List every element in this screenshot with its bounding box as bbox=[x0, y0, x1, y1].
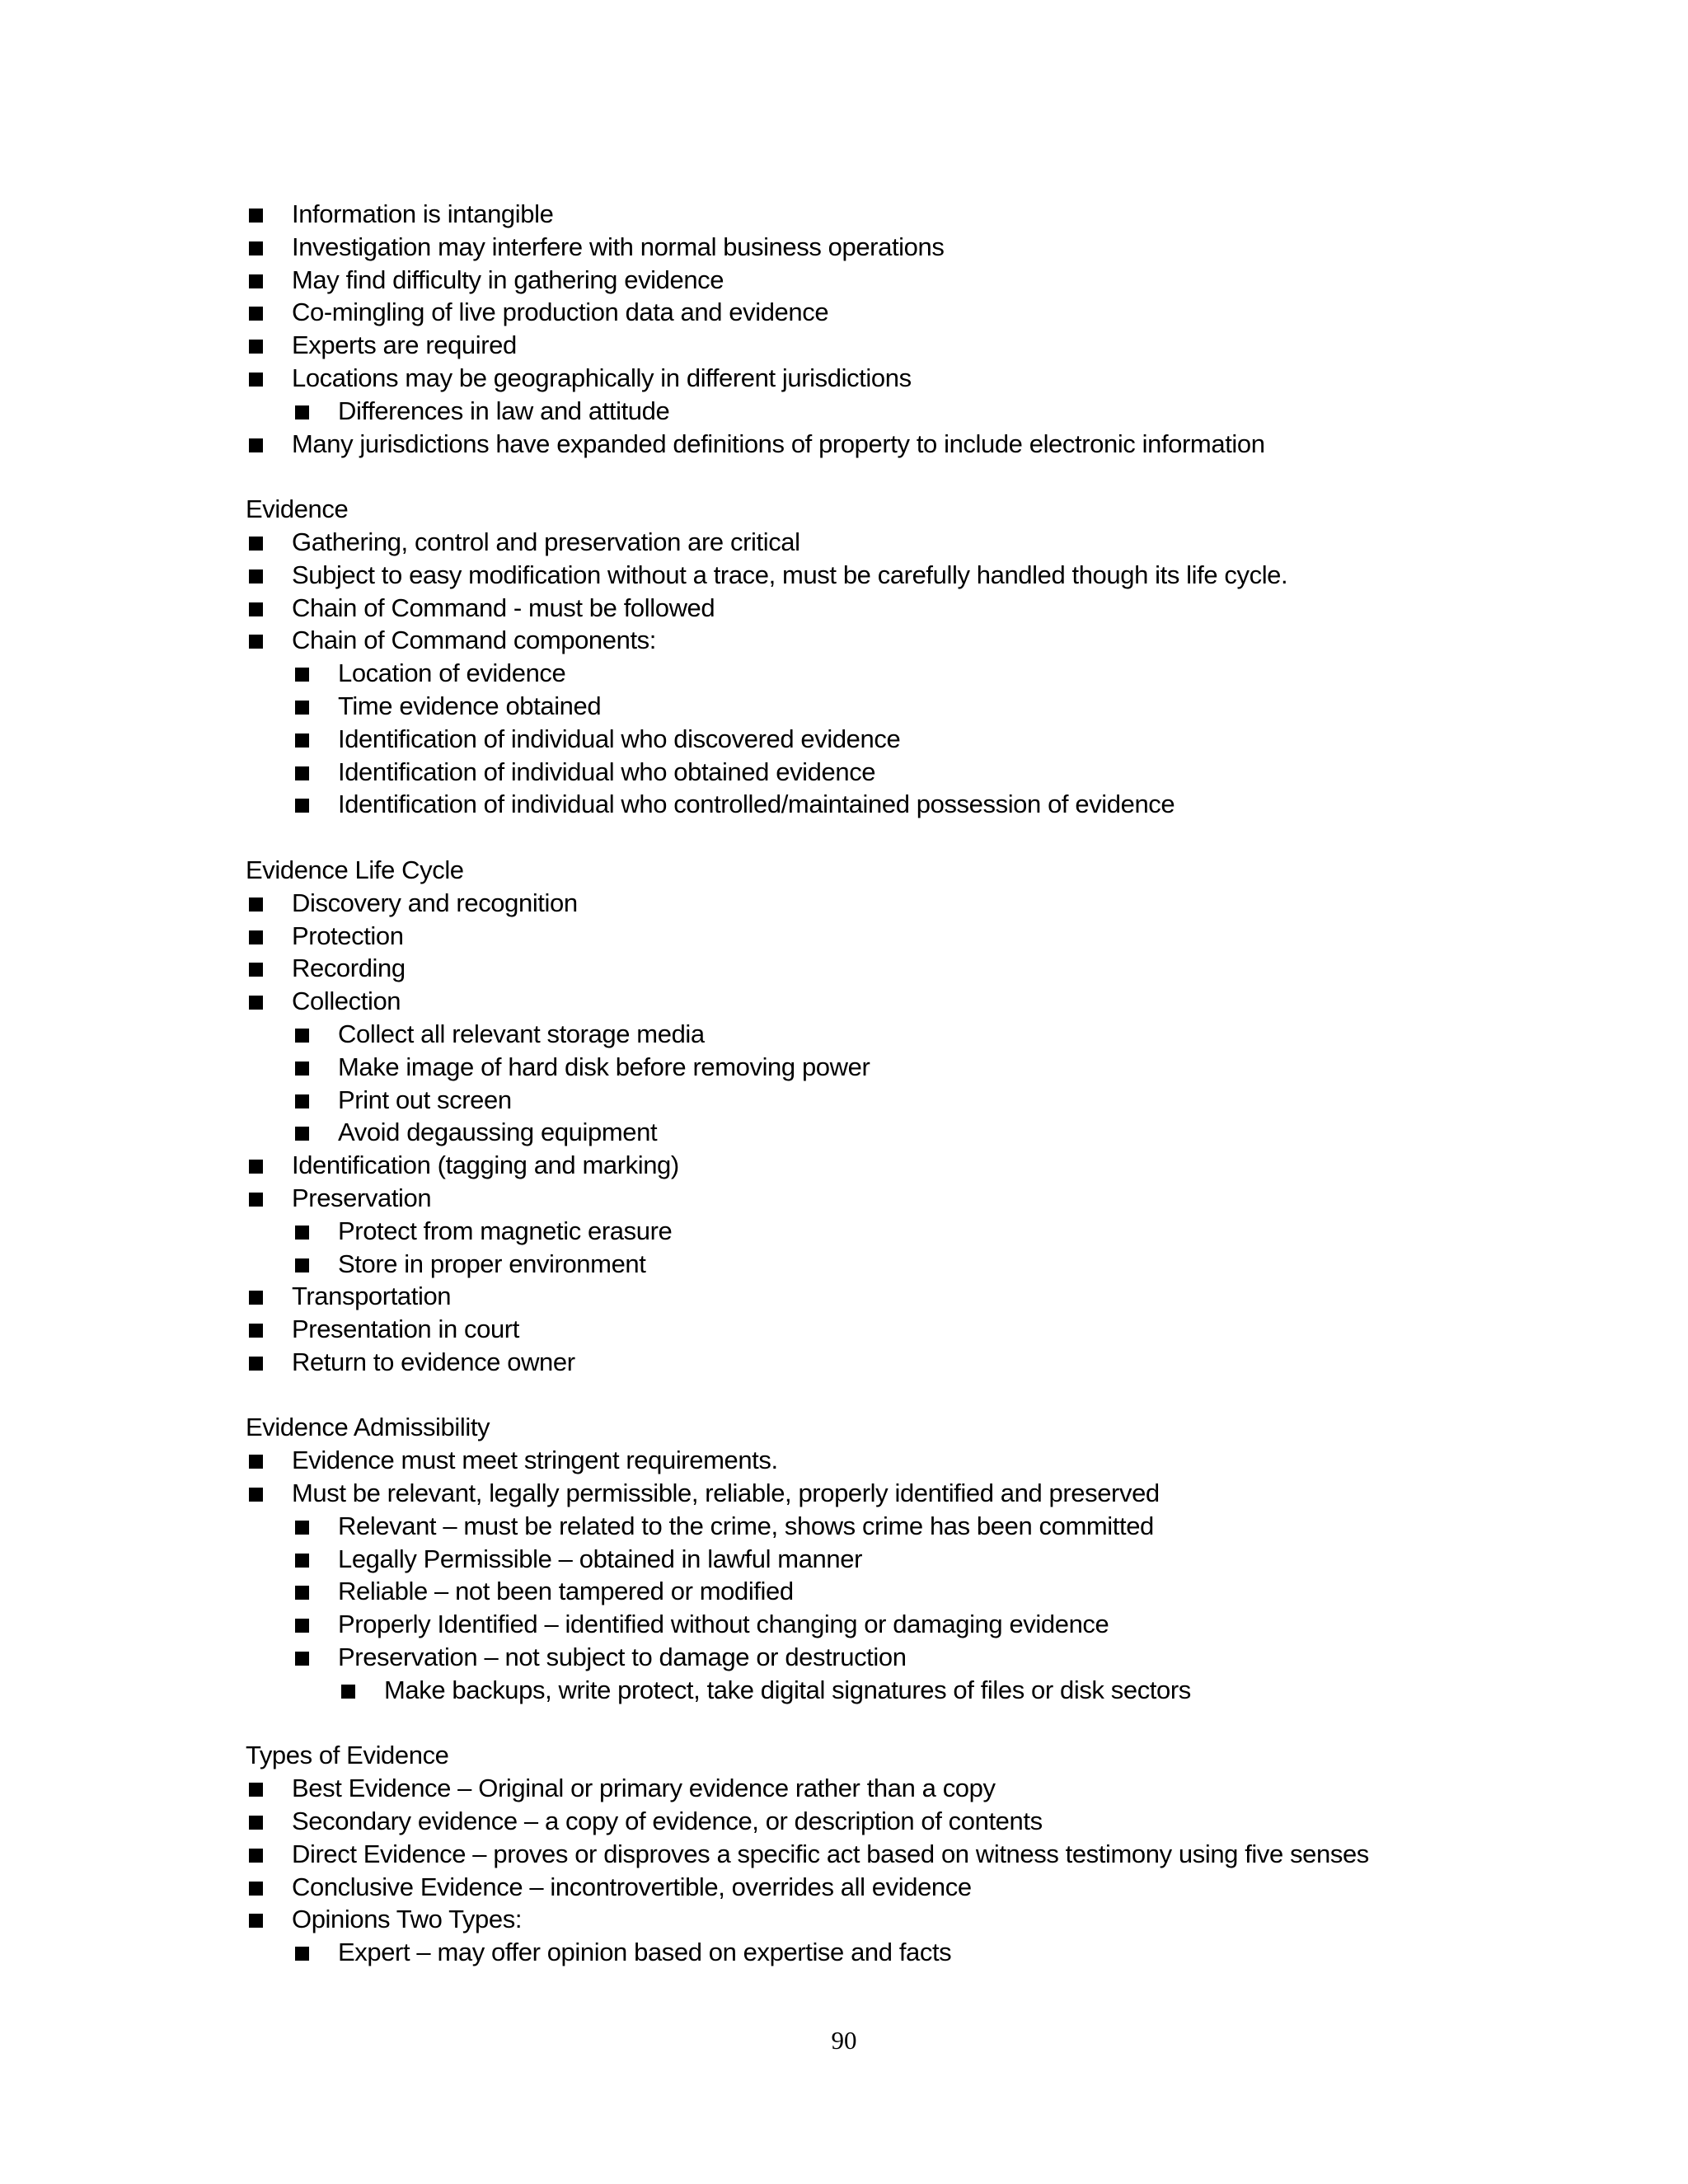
list-item-text: Gathering, control and preservation are critical bbox=[292, 527, 800, 556]
list-item bbox=[246, 1871, 1531, 1904]
list-item-text: Avoid degaussing equipment bbox=[338, 1118, 658, 1147]
list-item-row bbox=[246, 264, 1531, 297]
square-bullet-icon bbox=[249, 537, 263, 551]
section-heading: Evidence Life Cycle bbox=[246, 855, 464, 884]
list-item-text: Time evidence obtained bbox=[338, 691, 602, 720]
list-item-text: Direct Evidence – proves or disproves a specific act based on witness testimony using five senses bbox=[292, 1839, 1369, 1868]
list-item bbox=[292, 657, 1531, 690]
list-item bbox=[246, 1149, 1531, 1182]
list-item-row bbox=[292, 1051, 1531, 1084]
list-item bbox=[338, 1674, 1531, 1707]
list-item-row bbox=[292, 1936, 1531, 1969]
page-number: 90 bbox=[831, 2026, 857, 2055]
square-bullet-icon bbox=[249, 1882, 263, 1896]
square-bullet-icon bbox=[295, 1258, 309, 1272]
section bbox=[246, 854, 1531, 1379]
list-item bbox=[246, 1280, 1531, 1313]
square-bullet-icon bbox=[295, 405, 309, 419]
list-item bbox=[246, 1838, 1531, 1871]
bullet-list bbox=[246, 198, 1531, 460]
square-bullet-icon bbox=[295, 1586, 309, 1600]
list-item-row bbox=[246, 1871, 1531, 1904]
list-item-row bbox=[246, 952, 1531, 985]
list-item bbox=[292, 1575, 1531, 1608]
square-bullet-icon bbox=[249, 930, 263, 944]
square-bullet-icon bbox=[249, 307, 263, 321]
list-item bbox=[246, 296, 1531, 329]
list-item bbox=[292, 1608, 1531, 1641]
bullet-list bbox=[246, 1444, 1531, 1706]
list-item-text: Subject to easy modification without a trace, must be carefully handled though its life cycle. bbox=[292, 560, 1288, 589]
list-item bbox=[246, 1772, 1531, 1805]
list-item-row bbox=[246, 1313, 1531, 1346]
list-item-text: Preservation bbox=[292, 1183, 432, 1212]
list-item bbox=[246, 1182, 1531, 1280]
list-item bbox=[246, 526, 1531, 559]
list-item-text: Differences in law and attitude bbox=[338, 396, 670, 425]
list-item-text: Properly Identified – identified without changing or damaging evidence bbox=[338, 1610, 1109, 1639]
list-item-text: Expert – may offer opinion based on expertise and facts bbox=[338, 1938, 952, 1967]
square-bullet-icon bbox=[249, 1816, 263, 1830]
sub-bullet-list bbox=[292, 1510, 1531, 1707]
list-item-row bbox=[246, 1149, 1531, 1182]
list-item-row bbox=[292, 395, 1531, 428]
list-item bbox=[292, 690, 1531, 723]
list-item-text: Return to evidence owner bbox=[292, 1347, 575, 1376]
list-item-text: Identification of individual who controlled/maintained possession of evidence bbox=[338, 790, 1175, 819]
list-item bbox=[292, 1543, 1531, 1576]
section bbox=[246, 493, 1531, 821]
list-item-text: Presentation in court bbox=[292, 1315, 519, 1344]
list-item bbox=[246, 362, 1531, 428]
list-item-row bbox=[246, 985, 1531, 1018]
list-item bbox=[246, 1313, 1531, 1346]
square-bullet-icon bbox=[295, 1554, 309, 1568]
list-item bbox=[246, 1477, 1531, 1707]
square-bullet-icon bbox=[249, 1455, 263, 1469]
list-item-row bbox=[292, 1116, 1531, 1149]
list-item-text: Conclusive Evidence – incontrovertible, overrides all evidence bbox=[292, 1872, 972, 1901]
square-bullet-icon bbox=[249, 274, 263, 288]
square-bullet-icon bbox=[295, 1094, 309, 1108]
list-item-text: Collect all relevant storage media bbox=[338, 1019, 705, 1048]
list-item bbox=[292, 1051, 1531, 1084]
list-item-text: Information is intangible bbox=[292, 199, 554, 228]
section bbox=[246, 1739, 1531, 1969]
square-bullet-icon bbox=[249, 1783, 263, 1797]
list-item-text: Co-mingling of live production data and evidence bbox=[292, 298, 829, 327]
list-item-row bbox=[246, 1772, 1531, 1805]
list-item-row bbox=[292, 1543, 1531, 1576]
list-item-row bbox=[246, 231, 1531, 264]
square-bullet-icon bbox=[295, 1619, 309, 1633]
list-item bbox=[292, 1936, 1531, 1969]
list-item bbox=[292, 1018, 1531, 1051]
list-item-row bbox=[246, 362, 1531, 395]
list-item-text: Make backups, write protect, take digital signatures of files or disk sectors bbox=[384, 1675, 1191, 1704]
list-item-row bbox=[292, 788, 1531, 821]
square-bullet-icon bbox=[249, 438, 263, 452]
square-bullet-icon bbox=[249, 373, 263, 387]
list-item-row bbox=[246, 624, 1531, 657]
square-bullet-icon bbox=[341, 1685, 355, 1699]
list-item bbox=[292, 1084, 1531, 1117]
list-item-row bbox=[292, 1641, 1531, 1674]
list-item-text: Evidence must meet stringent requirements. bbox=[292, 1446, 778, 1475]
bullet-list bbox=[246, 526, 1531, 821]
square-bullet-icon bbox=[249, 963, 263, 977]
sub-bullet-list bbox=[292, 1215, 1531, 1281]
list-item bbox=[246, 559, 1531, 592]
list-item-row bbox=[292, 756, 1531, 789]
square-bullet-icon bbox=[295, 766, 309, 780]
list-item bbox=[246, 952, 1531, 985]
list-item bbox=[292, 788, 1531, 821]
list-item bbox=[246, 264, 1531, 297]
list-item-row bbox=[338, 1674, 1531, 1707]
list-item-text: Secondary evidence – a copy of evidence, or description of contents bbox=[292, 1807, 1043, 1836]
square-bullet-icon bbox=[295, 1521, 309, 1535]
list-item-text: Preservation – not subject to damage or destruction bbox=[338, 1643, 907, 1672]
list-item-text: Recording bbox=[292, 954, 406, 983]
list-item-text: Protection bbox=[292, 921, 404, 950]
list-item bbox=[246, 1805, 1531, 1838]
square-bullet-icon bbox=[295, 733, 309, 748]
square-bullet-icon bbox=[249, 340, 263, 354]
list-item bbox=[246, 985, 1531, 1149]
square-bullet-icon bbox=[249, 241, 263, 255]
list-item-text: Experts are required bbox=[292, 330, 517, 360]
square-bullet-icon bbox=[249, 1357, 263, 1371]
list-item-text: Locations may be geographically in different jurisdictions bbox=[292, 363, 912, 392]
square-bullet-icon bbox=[249, 1849, 263, 1863]
list-item-row bbox=[292, 1018, 1531, 1051]
list-item-row bbox=[292, 1248, 1531, 1281]
section-heading: Types of Evidence bbox=[246, 1741, 449, 1770]
list-item-text: Reliable – not been tampered or modified bbox=[338, 1577, 794, 1606]
list-item-text: Protect from magnetic erasure bbox=[338, 1216, 673, 1245]
list-item-row bbox=[292, 723, 1531, 756]
list-item bbox=[292, 1248, 1531, 1281]
list-item-text: Many jurisdictions have expanded definitions of property to include electronic information bbox=[292, 429, 1265, 458]
square-bullet-icon bbox=[249, 209, 263, 223]
section bbox=[246, 198, 1531, 460]
square-bullet-icon bbox=[249, 635, 263, 649]
list-item-row bbox=[292, 1608, 1531, 1641]
list-item-row bbox=[246, 592, 1531, 625]
list-item-text: Identification of individual who obtained evidence bbox=[338, 757, 876, 786]
list-item bbox=[292, 1510, 1531, 1543]
list-item bbox=[246, 231, 1531, 264]
section-heading: Evidence Admissibility bbox=[246, 1413, 490, 1442]
list-item bbox=[292, 1641, 1531, 1707]
square-bullet-icon bbox=[295, 668, 309, 682]
list-item-row bbox=[246, 1903, 1531, 1936]
sub-bullet-list bbox=[338, 1674, 1531, 1707]
list-item-text: Identification of individual who discovered evidence bbox=[338, 724, 901, 753]
bullet-list bbox=[246, 1772, 1531, 1969]
list-item bbox=[246, 428, 1531, 461]
list-item-row bbox=[292, 1215, 1531, 1248]
list-item bbox=[246, 920, 1531, 953]
list-item-text: Must be relevant, legally permissible, reliable, properly identified and preserved bbox=[292, 1479, 1160, 1508]
square-bullet-icon bbox=[295, 701, 309, 715]
sub-bullet-list bbox=[292, 1018, 1531, 1149]
square-bullet-icon bbox=[249, 1914, 263, 1928]
square-bullet-icon bbox=[295, 1226, 309, 1240]
list-item-row bbox=[292, 690, 1531, 723]
square-bullet-icon bbox=[249, 1193, 263, 1207]
list-item-row bbox=[246, 1182, 1531, 1215]
list-item-text: Identification (tagging and marking) bbox=[292, 1151, 679, 1180]
list-item-text: Opinions Two Types: bbox=[292, 1905, 523, 1934]
square-bullet-icon bbox=[295, 1947, 309, 1961]
list-item-row bbox=[246, 1280, 1531, 1313]
section bbox=[246, 1411, 1531, 1706]
list-item-row bbox=[246, 1346, 1531, 1379]
list-item bbox=[246, 887, 1531, 920]
list-item bbox=[246, 592, 1531, 625]
list-item-text: Chain of Command - must be followed bbox=[292, 593, 715, 622]
square-bullet-icon bbox=[249, 996, 263, 1010]
list-item-text: Transportation bbox=[292, 1282, 452, 1311]
list-item bbox=[292, 723, 1531, 756]
sub-bullet-list bbox=[292, 395, 1531, 428]
list-item-text: Relevant – must be related to the crime, shows crime has been committed bbox=[338, 1511, 1154, 1540]
list-item-row bbox=[246, 1444, 1531, 1477]
square-bullet-icon bbox=[295, 1127, 309, 1141]
list-item-text: Print out screen bbox=[338, 1085, 512, 1114]
square-bullet-icon bbox=[295, 799, 309, 813]
square-bullet-icon bbox=[249, 1160, 263, 1174]
square-bullet-icon bbox=[249, 602, 263, 616]
list-item-text: Legally Permissible – obtained in lawful manner bbox=[338, 1544, 862, 1573]
list-item bbox=[292, 1215, 1531, 1248]
list-item-row bbox=[246, 296, 1531, 329]
list-item bbox=[292, 1116, 1531, 1149]
list-item-text: Store in proper environment bbox=[338, 1249, 646, 1278]
section-heading: Evidence bbox=[246, 494, 349, 524]
list-item bbox=[246, 329, 1531, 362]
list-item-row bbox=[246, 329, 1531, 362]
list-item bbox=[246, 1903, 1531, 1969]
list-item-row bbox=[246, 198, 1531, 231]
page-content bbox=[246, 198, 1531, 1969]
sub-bullet-list bbox=[292, 657, 1531, 821]
list-item-row bbox=[246, 1838, 1531, 1871]
list-item-text: Location of evidence bbox=[338, 658, 566, 688]
bullet-list bbox=[246, 887, 1531, 1379]
square-bullet-icon bbox=[295, 1029, 309, 1043]
list-item-row bbox=[292, 1084, 1531, 1117]
sub-bullet-list bbox=[292, 1936, 1531, 1969]
list-item-row bbox=[246, 1805, 1531, 1838]
list-item bbox=[292, 395, 1531, 428]
square-bullet-icon bbox=[295, 1652, 309, 1666]
list-item bbox=[246, 1346, 1531, 1379]
list-item-text: Make image of hard disk before removing power bbox=[338, 1052, 870, 1081]
list-item-text: May find difficulty in gathering evidence bbox=[292, 265, 724, 294]
list-item-row bbox=[292, 657, 1531, 690]
list-item-row bbox=[246, 526, 1531, 559]
list-item-row bbox=[292, 1510, 1531, 1543]
list-item bbox=[246, 624, 1531, 821]
square-bullet-icon bbox=[249, 569, 263, 583]
square-bullet-icon bbox=[249, 1488, 263, 1502]
list-item bbox=[246, 198, 1531, 231]
square-bullet-icon bbox=[249, 1324, 263, 1338]
list-item-row bbox=[292, 1575, 1531, 1608]
list-item-row bbox=[246, 920, 1531, 953]
list-item-row bbox=[246, 428, 1531, 461]
list-item-text: Investigation may interfere with normal business operations bbox=[292, 232, 945, 261]
list-item-row bbox=[246, 1477, 1531, 1510]
square-bullet-icon bbox=[249, 1291, 263, 1305]
list-item-text: Chain of Command components: bbox=[292, 626, 656, 655]
list-item-row bbox=[246, 559, 1531, 592]
list-item-row bbox=[246, 887, 1531, 920]
square-bullet-icon bbox=[295, 1062, 309, 1076]
list-item-text: Best Evidence – Original or primary evidence rather than a copy bbox=[292, 1774, 996, 1803]
list-item-text: Collection bbox=[292, 987, 401, 1016]
list-item bbox=[292, 756, 1531, 789]
square-bullet-icon bbox=[249, 898, 263, 912]
list-item bbox=[246, 1444, 1531, 1477]
list-item-text: Discovery and recognition bbox=[292, 888, 578, 917]
